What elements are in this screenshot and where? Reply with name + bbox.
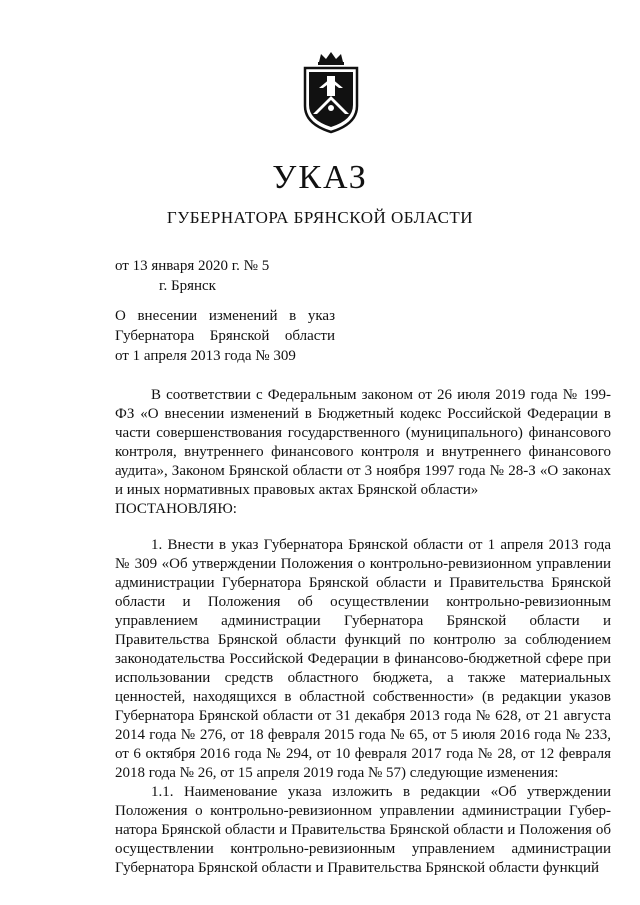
item-1-paragraph: 1. Внести в указ Губернатора Брянской области от 1 апреля 2013 года № 309 «Об утверждении Положения о контрольно-ревизионном управлении администрации Губернатора Брянской области и Правительства Брянской области и Положения об осуществлении контрольно-ревизионным управлением администрации Губернатора Брянской области и Правительства Брянской области функций по контролю за соблюдением законодательства Российской Федерации в финансово-бюджетной сфере при использовании средств областного бюджета, а также материальных ценностей, находящихся в областной собственности» (в редакции указов Губернатора Брянской области от 31 декабря 2013 года № 628, от 21 августа 2014 года № 276, от 18 февраля 2015 года № 65, от 5 июля 2016 года № 233, от 6 октября 2016 года № 294, от 10 февраля 2017 года № 28, от 12 февраля 2018 года № 26, от 15 апреля 2019 года № 57) следующие изменения: <box>115 537 611 781</box>
document-subtitle: ГУБЕРНАТОРА БРЯНСКОЙ ОБЛАСТИ <box>166 208 474 227</box>
resolve-heading: ПОСТАНОВЛЯЮ: <box>115 501 237 517</box>
document-title: УКАЗ <box>272 159 368 196</box>
preamble-paragraph: В соответствии с Федеральным законом от 26 июля 2019 года № 199-ФЗ «О внесении изменений в Бюджетный кодекс Российской Федерации в части совершенствования государственного (муниципального) финансового контроля, внутреннего финансового контроля и внутреннего финансового аудита», Законом Брянской области от 3 ноября 1997 года № 28-З «О законах и иных нормативных правовых актах Брянской области» <box>115 387 611 498</box>
document-body <box>115 386 611 878</box>
regarding-block <box>115 306 335 366</box>
regarding-line: О внесении изменений в указ <box>115 308 335 324</box>
document-city: г. Брянск <box>159 278 216 294</box>
document-date: от 13 января 2020 г. № 5 <box>115 258 270 274</box>
regarding-line: Губернатора Брянской области <box>115 328 335 344</box>
item-1-1-paragraph: 1.1. Наименование указа изложить в редакции «Об утверждении Положения о контрольно-ревизионном управлении администрации Губер-натора Брянской области и Правительства Брянской области и Положения об осуществлении контрольно-ревизионным управлением администрации Губернатора Брянской области и Правительства Брянской области функций <box>115 784 611 876</box>
regarding-line: от 1 апреля 2013 года № 309 <box>115 348 296 364</box>
coat-of-arms-icon <box>299 50 363 134</box>
